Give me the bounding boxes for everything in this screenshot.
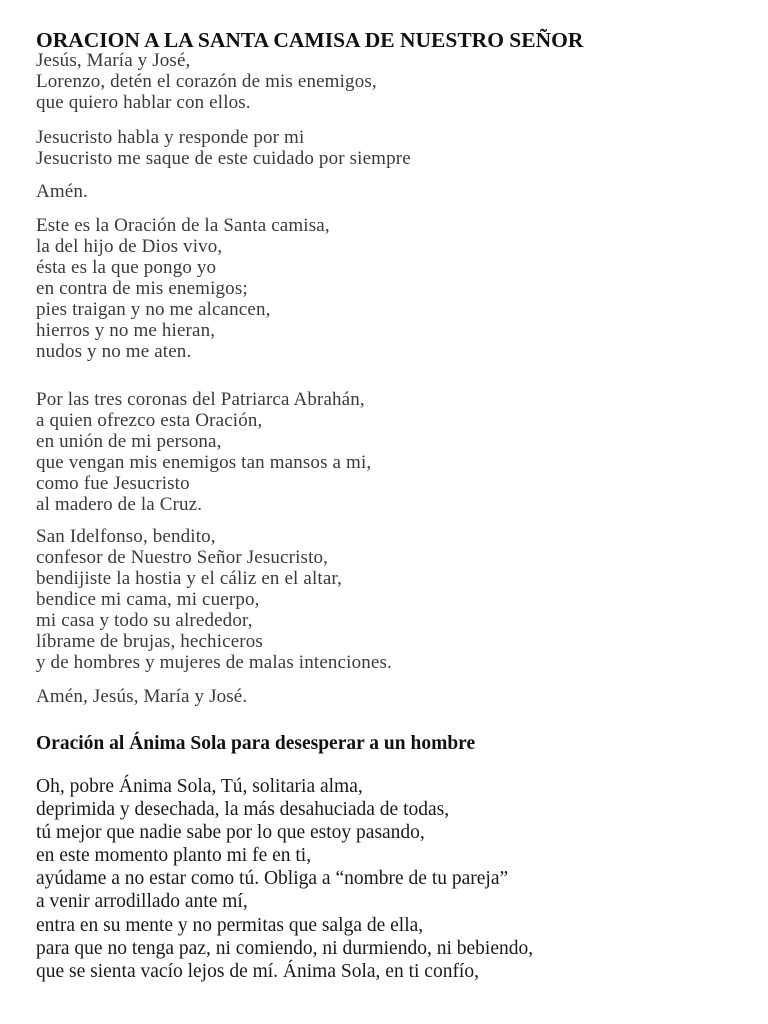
text-line: deprimida y desechada, la más desahuciada de todas, — [36, 799, 450, 821]
text-line: Amén, Jesús, María y José. — [36, 686, 248, 707]
stanza-2 — [36, 127, 411, 169]
text-line: Jesucristo me saque de este cuidado por siempre — [36, 148, 411, 169]
stanza-5 — [36, 389, 371, 515]
text-line: mi casa y todo su alrededor, — [36, 610, 253, 631]
text-line: en este momento planto mi fe en ti, — [36, 845, 312, 867]
text-line: para que no tenga paz, ni comiendo, ni durmiendo, ni bebiendo, — [36, 937, 534, 959]
text-line: entra en su mente y no permitas que salga de ella, — [36, 914, 424, 936]
text-line: al madero de la Cruz. — [36, 494, 203, 515]
text-line: Amén. — [36, 181, 88, 202]
text-line: hierros y no me hieran, — [36, 320, 216, 341]
stanza-6 — [36, 526, 392, 673]
text-line: Oh, pobre Ánima Sola, Tú, solitaria alma, — [36, 776, 363, 797]
text-line: ésta es la que pongo yo — [36, 257, 217, 278]
text-line: bendice mi cama, mi cuerpo, — [36, 589, 260, 610]
document-title: ORACION A LA SANTA CAMISA DE NUESTRO SEÑOR — [36, 28, 584, 52]
text-line: confesor de Nuestro Señor Jesucristo, — [36, 547, 329, 568]
stanza-8 — [36, 775, 533, 983]
text-line: Jesucristo habla y responde por mi — [36, 127, 305, 148]
text-line: ayúdame a no estar como tú. Obliga a “nombre de tu pareja” — [36, 868, 509, 890]
stanza-4 — [36, 215, 330, 362]
text-line: a quien ofrezco esta Oración, — [36, 410, 263, 431]
text-line: que se sienta vacío lejos de mí. Ánima Sola, en ti confío, — [36, 960, 479, 982]
text-line: Este es la Oración de la Santa camisa, — [36, 215, 330, 236]
stanza-7 — [36, 686, 247, 707]
text-line: bendijiste la hostia y el cáliz en el altar, — [36, 568, 343, 589]
stanza-1 — [36, 50, 377, 113]
section-heading: Oración al Ánima Sola para desesperar a un hombre — [36, 733, 476, 754]
text-line: Jesús, María y José, — [36, 50, 191, 71]
text-line: la del hijo de Dios vivo, — [36, 236, 223, 257]
text-line: en contra de mis enemigos; — [36, 278, 248, 299]
text-line: que quiero hablar con ellos. — [36, 92, 251, 113]
text-line: como fue Jesucristo — [36, 473, 190, 494]
text-line: líbrame de brujas, hechiceros — [36, 631, 263, 652]
text-line: a venir arrodillado ante mí, — [36, 891, 248, 913]
text-line: nudos y no me aten. — [36, 341, 192, 362]
stanza-3 — [36, 181, 88, 202]
text-line: pies traigan y no me alcancen, — [36, 299, 271, 320]
text-line: que vengan mis enemigos tan mansos a mi, — [36, 452, 372, 473]
text-line: Por las tres coronas del Patriarca Abrahán, — [36, 389, 365, 410]
text-line: Lorenzo, detén el corazón de mis enemigos, — [36, 71, 377, 92]
text-line: tú mejor que nadie sabe por lo que estoy pasando, — [36, 822, 425, 844]
text-line: en unión de mi persona, — [36, 431, 222, 452]
text-line: San Idelfonso, bendito, — [36, 526, 216, 547]
text-line: y de hombres y mujeres de malas intenciones. — [36, 652, 392, 673]
